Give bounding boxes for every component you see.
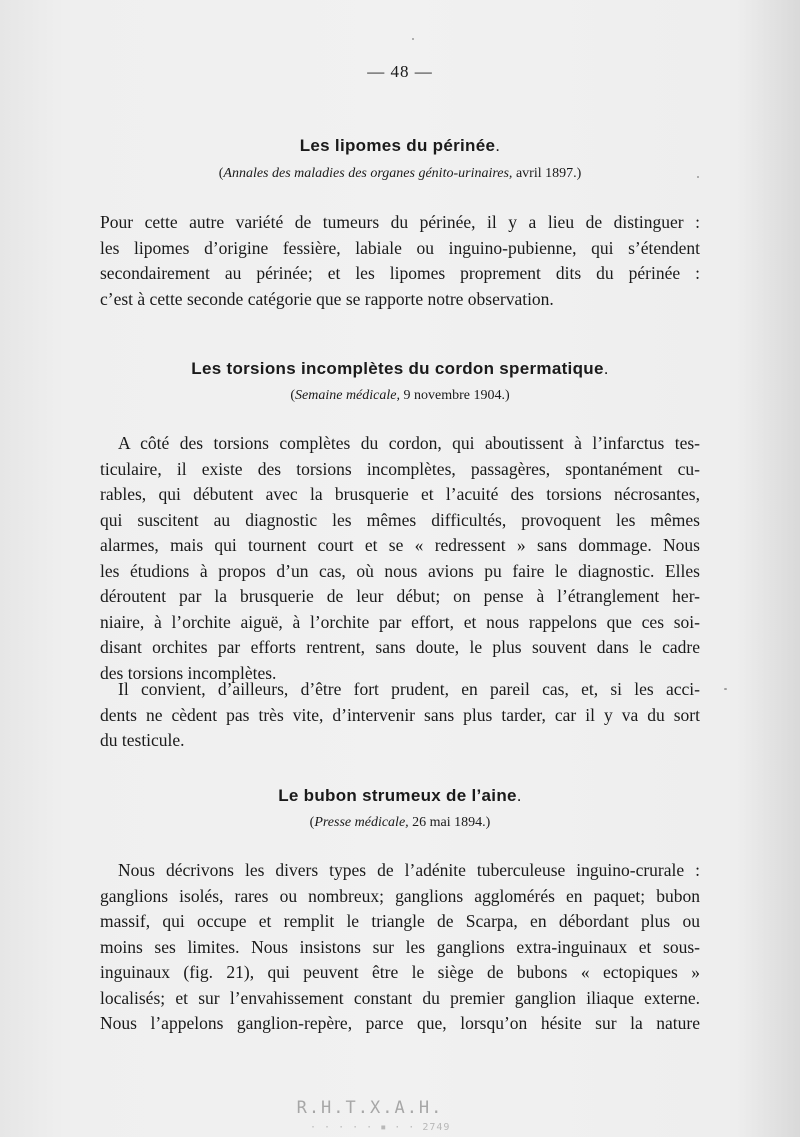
scan-speck	[697, 176, 699, 178]
source-date: avril 1897.)	[512, 166, 582, 181]
section-title-period: .	[495, 136, 501, 155]
section-title-period: .	[603, 359, 609, 378]
source-open-paren: (	[309, 815, 315, 830]
library-stamp	[270, 1092, 470, 1137]
text-line: Pour cette autre variété de tumeurs du périnée, il y a lieu de distinguer :	[100, 212, 700, 232]
section-title-lipomes	[100, 136, 700, 156]
scan-speck	[412, 38, 414, 40]
source-date: 26 mai 1894.)	[408, 815, 491, 830]
text-line: Nous décrivons les divers types de l’adénite tuberculeuse inguino-crurale :	[118, 860, 700, 880]
text-line: localisés; et sur l’envahissement constant du premier ganglion iliaque externe.	[100, 987, 700, 1008]
section-title-text: Les torsions incomplètes du cordon spermatique	[191, 359, 604, 378]
text-line: rables, qui débutent avec la brusquerie et l’acuité des torsions nécrosantes,	[100, 484, 700, 504]
text-line: disant orchites par efforts rentrent, sans doute, le plus souvent dans le cadre	[100, 637, 700, 657]
source-journal: Presse médicale,	[314, 815, 409, 830]
text-line: du testicule.	[100, 730, 185, 750]
section-title-text: Les lipomes du périnée	[299, 136, 496, 155]
stamp-text: R.H.T.X.A.H.	[296, 1098, 444, 1118]
source-journal: Annales des maladies des organes génito-urinaires,	[223, 166, 513, 181]
paragraph	[100, 677, 700, 754]
text-line: qui suscitent au diagnostic les mêmes difficultés, provoquent les mêmes	[100, 509, 700, 530]
source-journal: Semaine médicale,	[295, 388, 400, 403]
text-line: Nous l’appelons ganglion-repère, parce que, lorsqu’on hésite sur la nature	[100, 1013, 700, 1033]
text-line: les étudions à propos d’un cas, où nous avions pu faire le diagnostic. Elles	[100, 560, 700, 581]
text-line: Il convient, d’ailleurs, d’être fort prudent, en pareil cas, et, si les acci-	[118, 679, 700, 699]
source-open-paren: (	[290, 388, 296, 403]
paragraph	[100, 858, 700, 1037]
paragraph	[100, 431, 700, 686]
scan-speck	[724, 688, 727, 690]
text-line: moins ses limites. Nous insistons sur les ganglions extra-inguinaux et sous-	[100, 936, 700, 957]
text-line: secondairement au périnée; et les lipomes proprement dits du périnée :	[100, 263, 700, 283]
text-line: des torsions incomplètes.	[100, 662, 277, 683]
text-line: déroutent par la brusquerie de leur début; on pense à l’étranglement her-	[100, 586, 700, 606]
section-title-period: .	[516, 786, 522, 805]
text-line: les lipomes d’origine fessière, labiale ou inguino-pubienne, qui s’étendent	[100, 237, 700, 258]
text-line: c’est à cette seconde catégorie que se rapporte notre observation.	[100, 288, 554, 309]
text-line: A côté des torsions complètes du cordon, qui aboutissent à l’infarctus tes-	[118, 433, 700, 453]
text-line: massif, qui occupe et remplit le triangle de Scarpa, en débordant plus ou	[100, 911, 700, 931]
text-line: ticulaire, il existe des torsions incomplètes, passagères, spontanément cu-	[100, 458, 700, 479]
page-number: — 48 —	[367, 62, 433, 81]
text-line: alarmes, mais qui tournent court et se « redressent » sans dommage. Nous	[100, 535, 700, 555]
section-source-citation	[100, 388, 700, 404]
section-title-torsions	[100, 359, 700, 379]
section-source-citation	[100, 166, 700, 182]
text-line: dents ne cèdent pas très vite, d’intervenir sans plus tarder, car il y va du sort	[100, 704, 700, 725]
source-date: 9 novembre 1904.)	[399, 388, 510, 403]
section-title-bubon	[100, 786, 700, 806]
text-line: niaire, à l’orchite aiguë, à l’orchite par effort, et nous rappelons que ces soi-	[100, 611, 700, 632]
section-source-citation	[100, 815, 700, 831]
text-line: inguinaux (fig. 21), qui peuvent être le siège de bubons « ectopiques »	[100, 962, 700, 982]
text-line: ganglions isolés, rares ou nombreux; ganglions agglomérés en paquet; bubon	[100, 885, 700, 906]
paragraph	[100, 210, 700, 312]
section-title-text: Le bubon strumeux de l’aine	[278, 786, 517, 805]
stamp-number: · · · · · ▪ · · 2749	[310, 1122, 451, 1133]
source-open-paren: (	[218, 166, 224, 181]
